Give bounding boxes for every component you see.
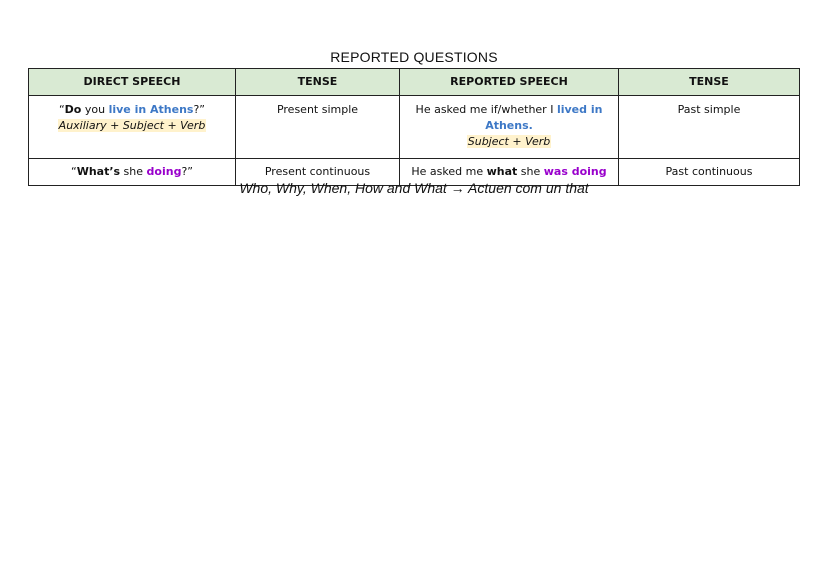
subject-text: you: [81, 103, 109, 116]
verb-phrase: live in Athens: [108, 103, 194, 116]
footnote-text: Who, Why, When, How and What → Actuen com un that: [239, 180, 589, 196]
reported-verb-phrase: lived in Athens.: [485, 103, 603, 132]
quote-open: “: [58, 103, 65, 116]
table-row: [29, 96, 800, 159]
header-tense: TENSE: [236, 69, 400, 96]
quote-close: ?”: [181, 165, 193, 178]
table-header-row: [29, 69, 800, 96]
wh-word: What’s: [76, 165, 121, 178]
header-direct-speech: DIRECT SPEECH: [29, 69, 236, 96]
subject-text: she: [517, 165, 544, 178]
formula-highlight: Auxiliary + Subject + Verb: [58, 119, 206, 132]
header-tense-2: TENSE: [619, 69, 800, 96]
cell-tense-2: Past continuous: [619, 159, 800, 186]
cell-tense: Present continuous: [236, 159, 400, 186]
subject-text: she: [120, 165, 147, 178]
auxiliary-word: Do: [64, 103, 82, 116]
reported-prefix: He asked me if/whether I: [415, 103, 557, 116]
cell-tense-2: Past simple: [619, 96, 800, 159]
wh-word: what: [486, 165, 518, 178]
quote-close: ?”: [193, 103, 206, 116]
reported-prefix: He asked me: [411, 165, 487, 178]
cell-direct-speech: [29, 96, 236, 159]
formula-highlight: Subject + Verb: [467, 135, 551, 148]
header-reported-speech: REPORTED SPEECH: [400, 69, 619, 96]
verb-word: doing: [146, 165, 182, 178]
reported-questions-table: [28, 68, 800, 186]
quote-open: “: [70, 165, 77, 178]
cell-reported-speech: [400, 96, 619, 159]
cell-tense: Present simple: [236, 96, 400, 159]
page-title: REPORTED QUESTIONS: [330, 49, 498, 65]
reported-verb: was doing: [543, 165, 607, 178]
